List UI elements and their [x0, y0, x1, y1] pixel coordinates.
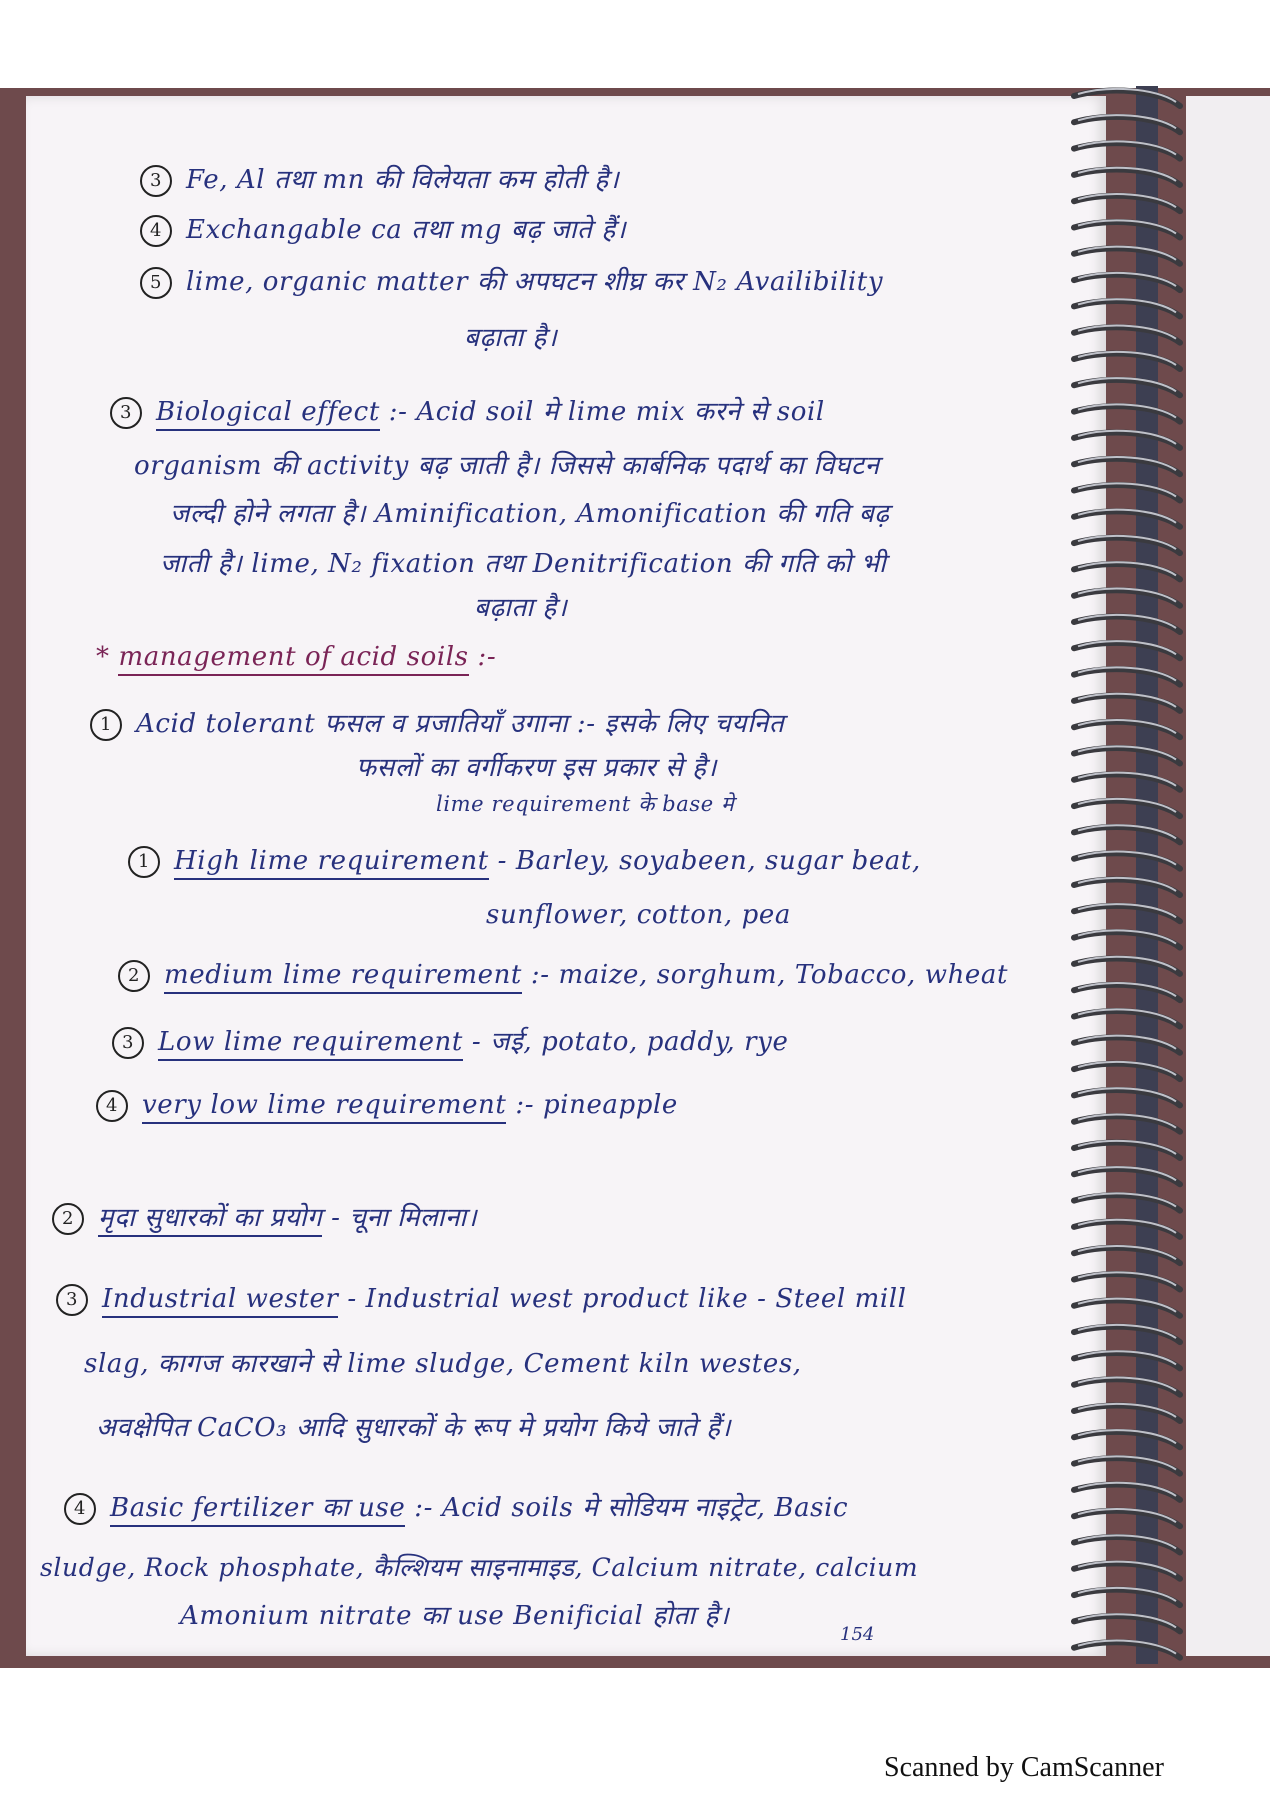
subsection-heading: High lime requirement: [174, 846, 489, 880]
item-number: 3: [140, 165, 172, 197]
spiral-coil: [1074, 1327, 1180, 1342]
section-heading: Industrial wester: [102, 1284, 338, 1318]
line-13: lime requirement के base मे: [436, 792, 735, 816]
spiral-coil: [1074, 1379, 1180, 1394]
spiral-coil: [1074, 643, 1180, 658]
spiral-coil: [1074, 248, 1180, 263]
spiral-coil: [1074, 485, 1180, 500]
item-number: 3: [56, 1284, 88, 1316]
spiral-coil: [1074, 1432, 1180, 1447]
section-heading: मृदा सुधारकों का प्रयोग: [98, 1203, 322, 1237]
spiral-coil: [1074, 906, 1180, 921]
spiral-coil: [1074, 564, 1180, 579]
spiral-coil: [1074, 1484, 1180, 1499]
line-9: बढ़ाता है।: [474, 593, 568, 623]
subsection-heading: very low lime requirement: [142, 1090, 506, 1124]
spiral-coil: [1074, 1221, 1180, 1236]
item-number: 5: [140, 267, 172, 299]
line-7: जल्दी होने लगता है। Aminification, Amonification की गति बढ़: [170, 499, 890, 529]
spiral-coil: [1074, 1037, 1180, 1052]
spiral-coil: [1074, 459, 1180, 474]
spiral-coil: [1074, 406, 1180, 421]
line-23: 4 Basic fertilizer का use :- Acid soils मे सोडियम नाइट्रेट, Basic: [64, 1488, 848, 1525]
section-heading: Basic fertilizer का use: [110, 1493, 405, 1527]
spiral-coil: [1074, 1537, 1180, 1552]
subsection-heading: Low lime requirement: [158, 1027, 463, 1061]
item-number: 2: [52, 1203, 84, 1235]
spiral-coil: [1074, 1116, 1180, 1131]
spiral-coil: [1074, 169, 1180, 184]
spiral-coil: [1074, 1458, 1180, 1473]
notebook-spiral-binding: [1068, 86, 1194, 1664]
spiral-coil: [1074, 91, 1180, 106]
section-heading: management of acid soils: [118, 642, 468, 676]
spiral-coil: [1074, 985, 1180, 1000]
spiral-coil: [1074, 1642, 1180, 1657]
spiral-coil: [1074, 932, 1180, 947]
spiral-coil: [1074, 1274, 1180, 1289]
line-4: बढ़ाता है।: [464, 323, 558, 353]
spiral-coil: [1074, 1064, 1180, 1079]
spiral-coil: [1074, 958, 1180, 973]
spiral-coil: [1074, 275, 1180, 290]
spiral-coil: [1074, 1616, 1180, 1631]
spiral-coil: [1074, 1195, 1180, 1210]
line-25: Amonium nitrate का use Benificial होता है।: [180, 1601, 730, 1631]
line-6: organism की activity बढ़ जाती है। जिससे कार्बनिक पदार्थ का विघटन: [134, 451, 880, 481]
item-number: 2: [118, 960, 150, 992]
spiral-coil: [1074, 1300, 1180, 1315]
spiral-coil: [1074, 853, 1180, 868]
item-number: 4: [64, 1493, 96, 1525]
line-8: जाती है। lime, N₂ fixation तथा Denitrification की गति को भी: [160, 549, 887, 579]
section-heading: Biological effect: [156, 397, 380, 431]
line-2: 4 Exchangable ca तथा mg बढ़ जाते हैं।: [140, 210, 626, 247]
spiral-coil: [1074, 327, 1180, 342]
spiral-coil: [1074, 669, 1180, 684]
line-20: 3 Industrial wester - Industrial west product like - Steel mill: [56, 1284, 907, 1316]
spiral-spine: [1136, 86, 1158, 1664]
spiral-coil: [1074, 774, 1180, 789]
spiral-coil: [1074, 827, 1180, 842]
spiral-coil: [1074, 1169, 1180, 1184]
spiral-coil: [1074, 695, 1180, 710]
line-14: 1 High lime requirement - Barley, soyabeen, sugar beat,: [128, 846, 921, 878]
line-12: फसलों का वर्गीकरण इस प्रकार से है।: [356, 753, 718, 783]
spiral-coil: [1074, 117, 1180, 132]
item-number: 4: [140, 215, 172, 247]
spiral-coil: [1074, 1511, 1180, 1526]
spiral-coil: [1074, 722, 1180, 737]
spiral-coil: [1074, 617, 1180, 632]
line-22: अवक्षेपित CaCO₃ आदि सुधारकों के रूप मे प्रयोग किये जाते हैं।: [96, 1413, 732, 1443]
line-24: sludge, Rock phosphate, कैल्शियम साइनामाइड, Calcium nitrate, calcium: [40, 1553, 919, 1582]
line-1: 3 Fe, Al तथा mn की विलेयता कम होती है।: [140, 160, 619, 197]
spiral-coil: [1074, 1011, 1180, 1026]
line-3: 5 lime, organic matter की अपघटन शीघ्र कर N₂ Availibility: [140, 262, 883, 299]
item-number: 1: [90, 709, 122, 741]
spiral-coil: [1074, 1143, 1180, 1158]
spiral-coil: [1074, 1406, 1180, 1421]
spiral-coil: [1074, 590, 1180, 605]
spiral-coil: [1074, 380, 1180, 395]
spiral-coil: [1074, 222, 1180, 237]
line-17: 3 Low lime requirement - जई, potato, paddy, rye: [112, 1022, 788, 1059]
spiral-coil: [1074, 538, 1180, 553]
line-5: 3 Biological effect :- Acid soil मे lime mix करने से soil: [110, 392, 825, 429]
item-number: 4: [96, 1090, 128, 1122]
spiral-coil: [1074, 511, 1180, 526]
spiral-coil: [1074, 432, 1180, 447]
subsection-heading: medium lime requirement: [164, 960, 522, 994]
spiral-coil: [1074, 880, 1180, 895]
spiral-coil: [1074, 748, 1180, 763]
spiral-coil: [1074, 301, 1180, 316]
item-number: 3: [112, 1027, 144, 1059]
page-number: 154: [840, 1624, 875, 1645]
spiral-coil: [1074, 1248, 1180, 1263]
spiral-coil: [1074, 196, 1180, 211]
line-18: 4 very low lime requirement :- pineapple: [96, 1090, 678, 1122]
line-19: 2 मृदा सुधारकों का प्रयोग - चूना मिलाना।: [52, 1198, 477, 1235]
line-21: slag, कागज कारखाने से lime sludge, Cement kiln westes,: [84, 1349, 802, 1379]
item-number: 3: [110, 397, 142, 429]
spiral-coil: [1074, 801, 1180, 816]
spiral-coil: [1074, 1590, 1180, 1605]
line-10: * management of acid soils :-: [96, 642, 496, 672]
spiral-coil: [1074, 1563, 1180, 1578]
spiral-coil: [1074, 1353, 1180, 1368]
scanner-watermark: Scanned by CamScanner: [884, 1752, 1164, 1783]
line-15: sunflower, cotton, pea: [486, 900, 791, 930]
spiral-coil: [1074, 1090, 1180, 1105]
line-11: 1 Acid tolerant फसल व प्रजातियाँ उगाना :- इसके लिए चयनित: [90, 704, 784, 741]
spiral-coil: [1074, 354, 1180, 369]
spiral-coil: [1074, 143, 1180, 158]
item-number: 1: [128, 846, 160, 878]
line-16: 2 medium lime requirement :- maize, sorghum, Tobacco, wheat: [118, 960, 1008, 992]
